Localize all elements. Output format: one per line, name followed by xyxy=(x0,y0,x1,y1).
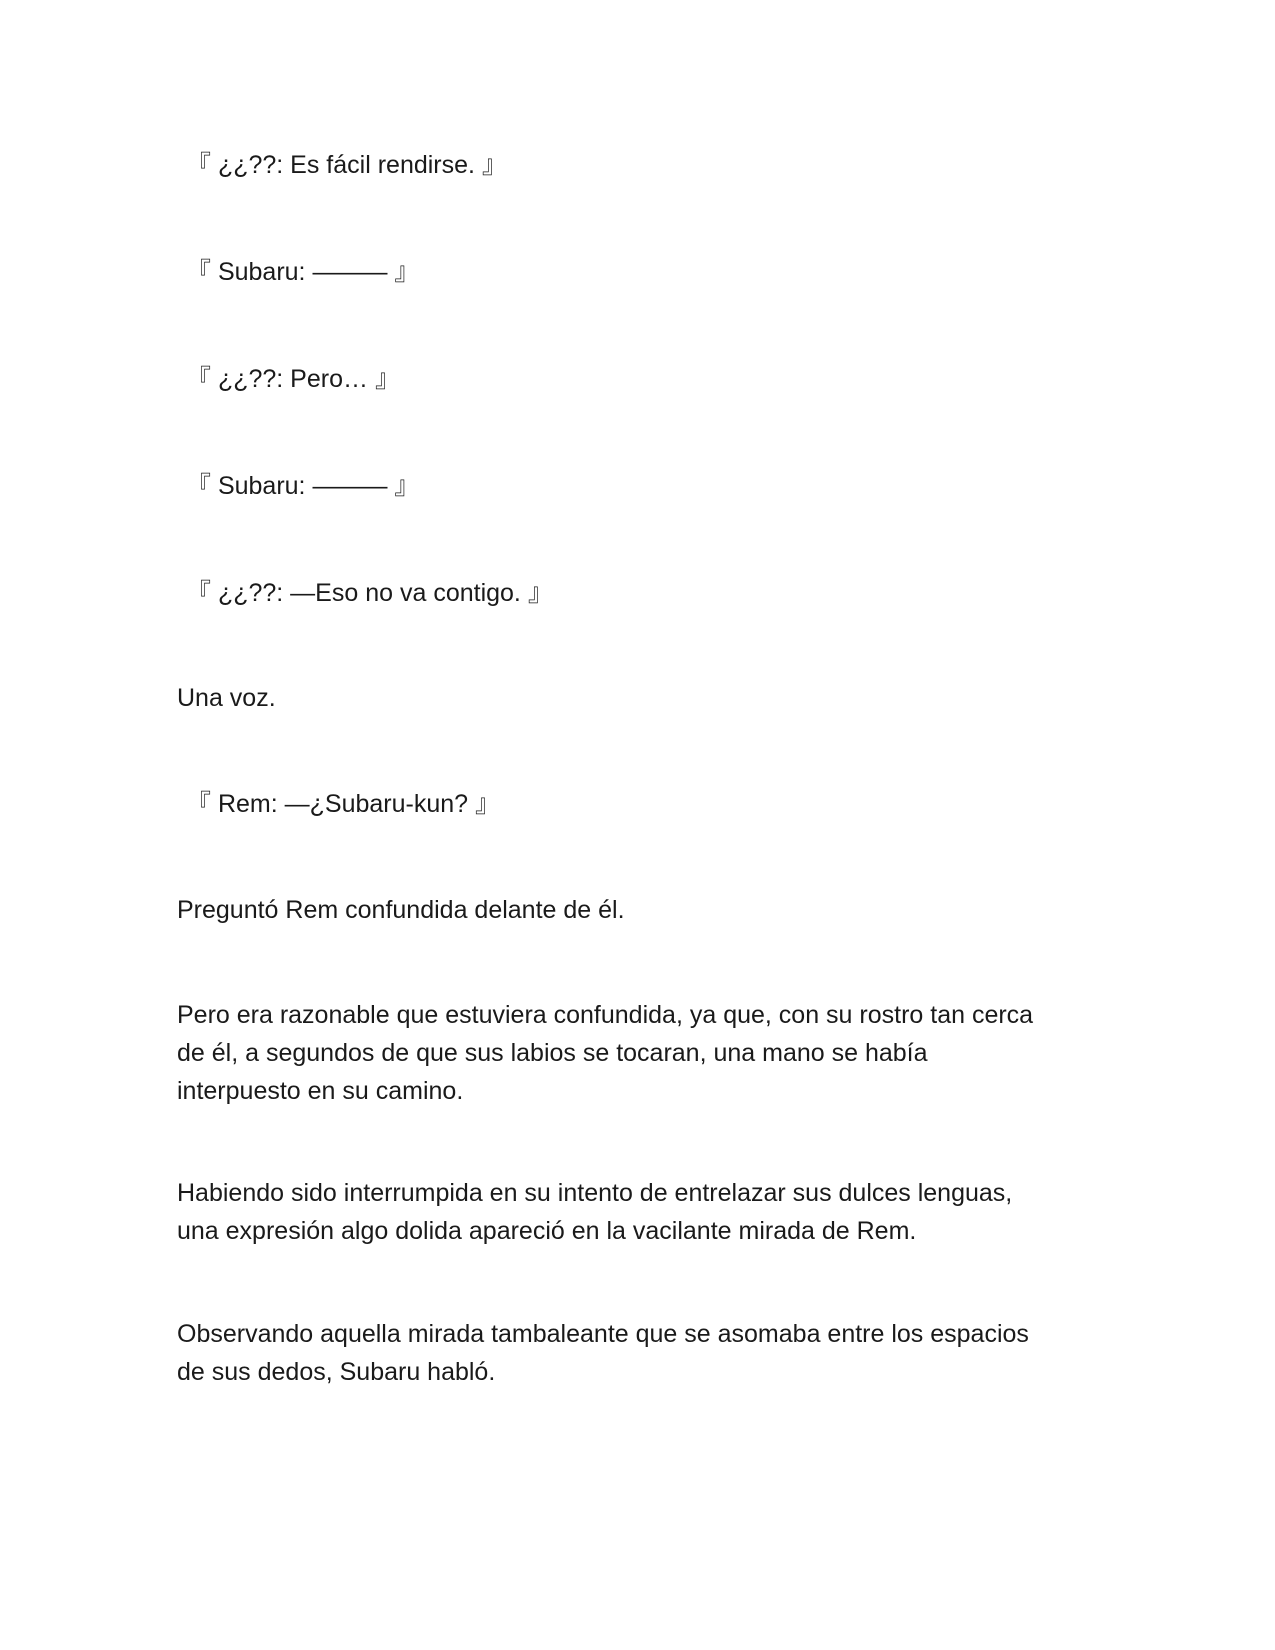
dialogue-line: 『 ¿¿??: Pero… 』 xyxy=(186,365,400,393)
paragraph-line: Observando aquella mirada tambaleante que se asomaba entre los espacios xyxy=(177,1320,1029,1348)
paragraph-line: de él, a segundos de que sus labios se tocaran, una mano se había xyxy=(177,1039,928,1067)
narration-paragraph xyxy=(177,1315,1097,1391)
paragraph-line: Pero era razonable que estuviera confundida, ya que, con su rostro tan cerca xyxy=(177,1001,1034,1029)
paragraph-line: de sus dedos, Subaru habló. xyxy=(177,1358,496,1386)
narration-line: Preguntó Rem confundida delante de él. xyxy=(177,896,625,924)
dialogue-line: 『 Subaru: ——— 』 xyxy=(186,472,420,500)
dialogue-line: 『 Subaru: ——— 』 xyxy=(186,258,420,286)
paragraph-line: una expresión algo dolida apareció en la vacilante mirada de Rem. xyxy=(177,1217,917,1245)
narration-paragraph xyxy=(177,1174,1097,1250)
paragraph-line: interpuesto en su camino. xyxy=(177,1077,464,1105)
dialogue-line: 『 Rem: —¿Subaru-kun? 』 xyxy=(186,790,500,818)
narration-paragraph xyxy=(177,996,1097,1110)
paragraph-line: Habiendo sido interrumpida en su intento de entrelazar sus dulces lenguas, xyxy=(177,1179,1013,1207)
dialogue-line: 『 ¿¿??: Es fácil rendirse. 』 xyxy=(186,151,507,179)
dialogue-line: 『 ¿¿??: —Eso no va contigo. 』 xyxy=(186,579,553,607)
narration-line: Una voz. xyxy=(177,684,276,712)
